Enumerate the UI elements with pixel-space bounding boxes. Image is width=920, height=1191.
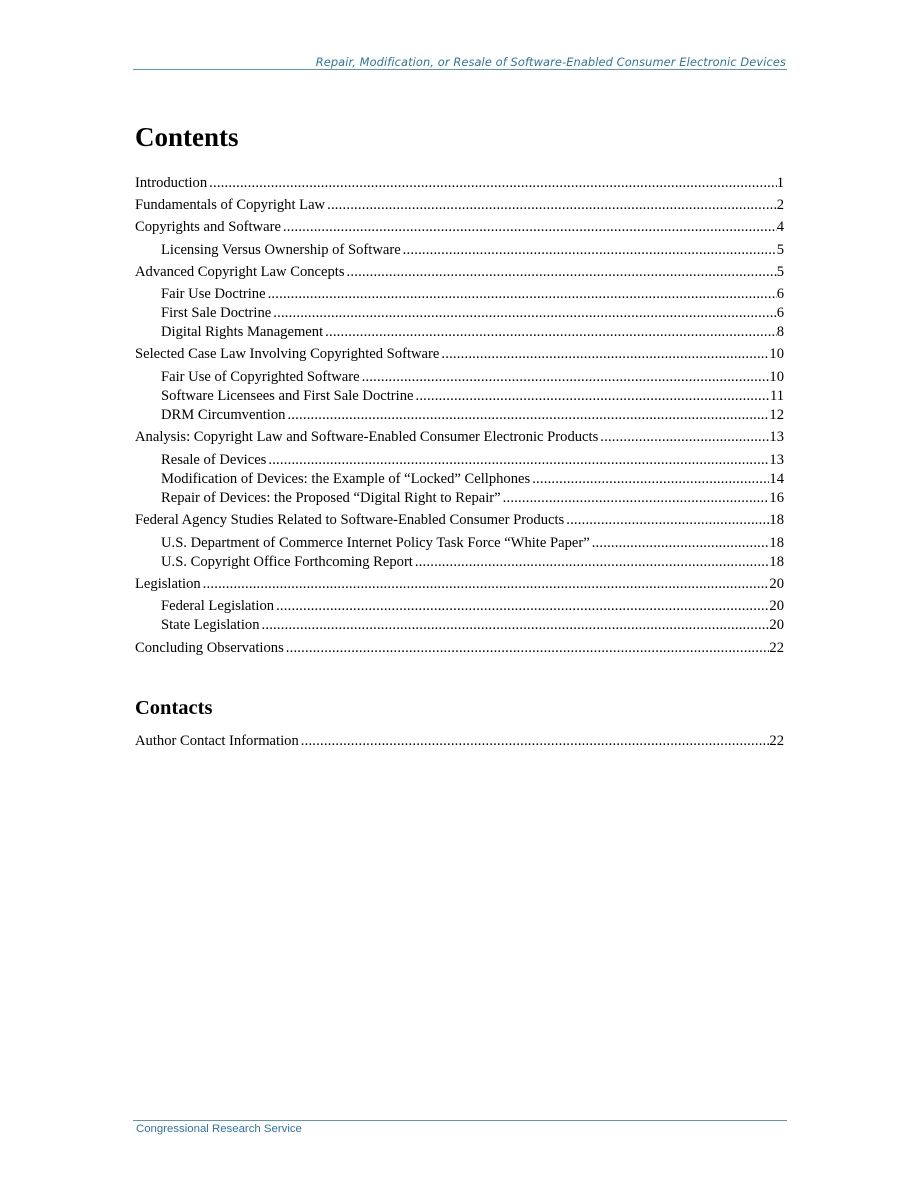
- toc-entry-page: 4: [776, 219, 784, 235]
- toc-leader-dots: [360, 369, 770, 386]
- toc-entry-page: 22: [769, 640, 784, 656]
- toc-leader-dots: [201, 576, 770, 593]
- toc-entry-page: 18: [769, 512, 784, 528]
- toc-entry-page: 11: [769, 388, 784, 404]
- toc-entry-fair-use-software[interactable]: [161, 369, 784, 387]
- toc-leader-dots: [325, 197, 777, 214]
- toc-entry-title: Digital Rights Management: [161, 324, 324, 340]
- toc-entry-copyrights-software[interactable]: [135, 219, 784, 237]
- toc-entry-page: 18: [769, 535, 784, 551]
- toc-entry-federal-legislation[interactable]: [161, 598, 784, 616]
- toc-entry-title: Copyrights and Software: [135, 219, 281, 235]
- toc-leader-dots: [281, 219, 777, 236]
- toc-leader-dots: [590, 535, 770, 552]
- toc-entry-page: 1: [776, 175, 784, 191]
- toc-entry-introduction[interactable]: [135, 175, 784, 193]
- toc-leader-dots: [266, 452, 769, 469]
- toc-entry-page: 6: [776, 286, 784, 302]
- toc-entry-page: 20: [769, 576, 784, 592]
- toc-entry-page: 13: [769, 429, 784, 445]
- toc-entry-page: 14: [769, 471, 784, 487]
- toc-entry-drm-circumvention[interactable]: [161, 407, 784, 425]
- toc-leader-dots: [598, 429, 769, 446]
- toc-entry-drm[interactable]: [161, 324, 784, 342]
- toc-leader-dots: [439, 346, 769, 363]
- toc-leader-dots: [260, 617, 770, 634]
- toc-entry-licensees[interactable]: [161, 388, 784, 406]
- toc-leader-dots: [413, 388, 769, 405]
- toc-leader-dots: [274, 598, 769, 615]
- toc-entry-title: First Sale Doctrine: [161, 305, 272, 321]
- toc-entry-title: Analysis: Copyright Law and Software-Enabled Consumer Electronic Products: [135, 429, 599, 445]
- toc-entry-title: Concluding Observations: [135, 640, 284, 656]
- toc-entry-legislation[interactable]: [135, 576, 784, 594]
- toc-entry-first-sale[interactable]: [161, 305, 784, 323]
- toc-entry-title: Selected Case Law Involving Copyrighted Software: [135, 346, 440, 362]
- toc-entry-page: 8: [776, 324, 784, 340]
- toc-entry-title: Introduction: [135, 175, 208, 191]
- toc-leader-dots: [299, 733, 770, 750]
- toc-entry-page: 16: [769, 490, 784, 506]
- toc-leader-dots: [285, 407, 769, 424]
- contacts-heading: Contacts: [135, 697, 213, 719]
- toc-leader-dots: [207, 175, 777, 192]
- toc-entry-advanced-concepts[interactable]: [135, 264, 784, 282]
- toc-entry-title: U.S. Department of Commerce Internet Policy Task Force “White Paper”: [161, 535, 590, 551]
- toc-entry-copyright-office-report[interactable]: [161, 554, 784, 572]
- toc-entry-title: Federal Agency Studies Related to Software-Enabled Consumer Products: [135, 512, 565, 528]
- toc-entry-page: 6: [776, 305, 784, 321]
- toc-entry-page: 18: [769, 554, 784, 570]
- toc-entry-page: 5: [776, 264, 784, 280]
- toc-leader-dots: [271, 305, 776, 322]
- toc-leader-dots: [413, 554, 770, 571]
- toc-entry-page: 2: [776, 197, 784, 213]
- toc-entry-title: Licensing Versus Ownership of Software: [161, 242, 401, 258]
- toc-entry-title: State Legislation: [161, 617, 260, 633]
- footer-organization: Congressional Research Service: [136, 1123, 302, 1135]
- toc-entry-agency-studies[interactable]: [135, 512, 784, 530]
- toc-leader-dots: [266, 286, 777, 303]
- toc-entry-page: 12: [769, 407, 784, 423]
- toc-leader-dots: [564, 512, 769, 529]
- toc-leader-dots: [501, 490, 770, 507]
- footer-rule: [133, 1120, 787, 1121]
- toc-entry-title: Fair Use of Copyrighted Software: [161, 369, 360, 385]
- toc-entry-page: 10: [769, 346, 784, 362]
- toc-entry-title: DRM Circumvention: [161, 407, 286, 423]
- toc-leader-dots: [401, 242, 777, 259]
- toc-entry-commerce-white-paper[interactable]: [161, 535, 784, 553]
- toc-entry-title: Legislation: [135, 576, 201, 592]
- toc-entry-repair[interactable]: [161, 490, 784, 508]
- toc-entry-resale[interactable]: [161, 452, 784, 470]
- toc-leader-dots: [323, 324, 777, 341]
- toc-entry-licensing[interactable]: [161, 242, 784, 260]
- toc-entry-title: U.S. Copyright Office Forthcoming Report: [161, 554, 413, 570]
- toc-entry-case-law[interactable]: [135, 346, 784, 364]
- toc-entry-title: Resale of Devices: [161, 452, 267, 468]
- toc-leader-dots: [530, 471, 769, 488]
- toc-entry-fundamentals[interactable]: [135, 197, 784, 215]
- toc-entry-title: Fair Use Doctrine: [161, 286, 266, 302]
- header-rule: [133, 69, 787, 70]
- toc-entry-page: 20: [769, 617, 784, 633]
- toc-entry-title: Repair of Devices: the Proposed “Digital Right to Repair”: [161, 490, 501, 506]
- toc-entry-title: Fundamentals of Copyright Law: [135, 197, 326, 213]
- toc-entry-title: Software Licensees and First Sale Doctrine: [161, 388, 414, 404]
- toc-entry-title: Author Contact Information: [135, 733, 299, 749]
- contents-heading: Contents: [135, 122, 239, 152]
- toc-leader-dots: [345, 264, 777, 281]
- toc-entry-fair-use[interactable]: [161, 286, 784, 304]
- toc-entry-modification[interactable]: [161, 471, 784, 489]
- toc-entry-author-contact[interactable]: [135, 733, 784, 751]
- toc-entry-page: 5: [776, 242, 784, 258]
- running-header: Repair, Modification, or Resale of Software-Enabled Consumer Electronic Devices: [315, 55, 786, 69]
- toc-entry-title: Advanced Copyright Law Concepts: [135, 264, 345, 280]
- toc-entry-title: Modification of Devices: the Example of “Locked” Cellphones: [161, 471, 531, 487]
- toc-entry-title: Federal Legislation: [161, 598, 275, 614]
- toc-entry-concluding-observations[interactable]: [135, 640, 784, 658]
- toc-entry-page: 20: [769, 598, 784, 614]
- toc-entry-analysis[interactable]: [135, 429, 784, 447]
- toc-entry-page: 10: [769, 369, 784, 385]
- toc-entry-page: 13: [769, 452, 784, 468]
- toc-entry-page: 22: [769, 733, 784, 749]
- toc-leader-dots: [284, 640, 770, 657]
- toc-entry-state-legislation[interactable]: [161, 617, 784, 635]
